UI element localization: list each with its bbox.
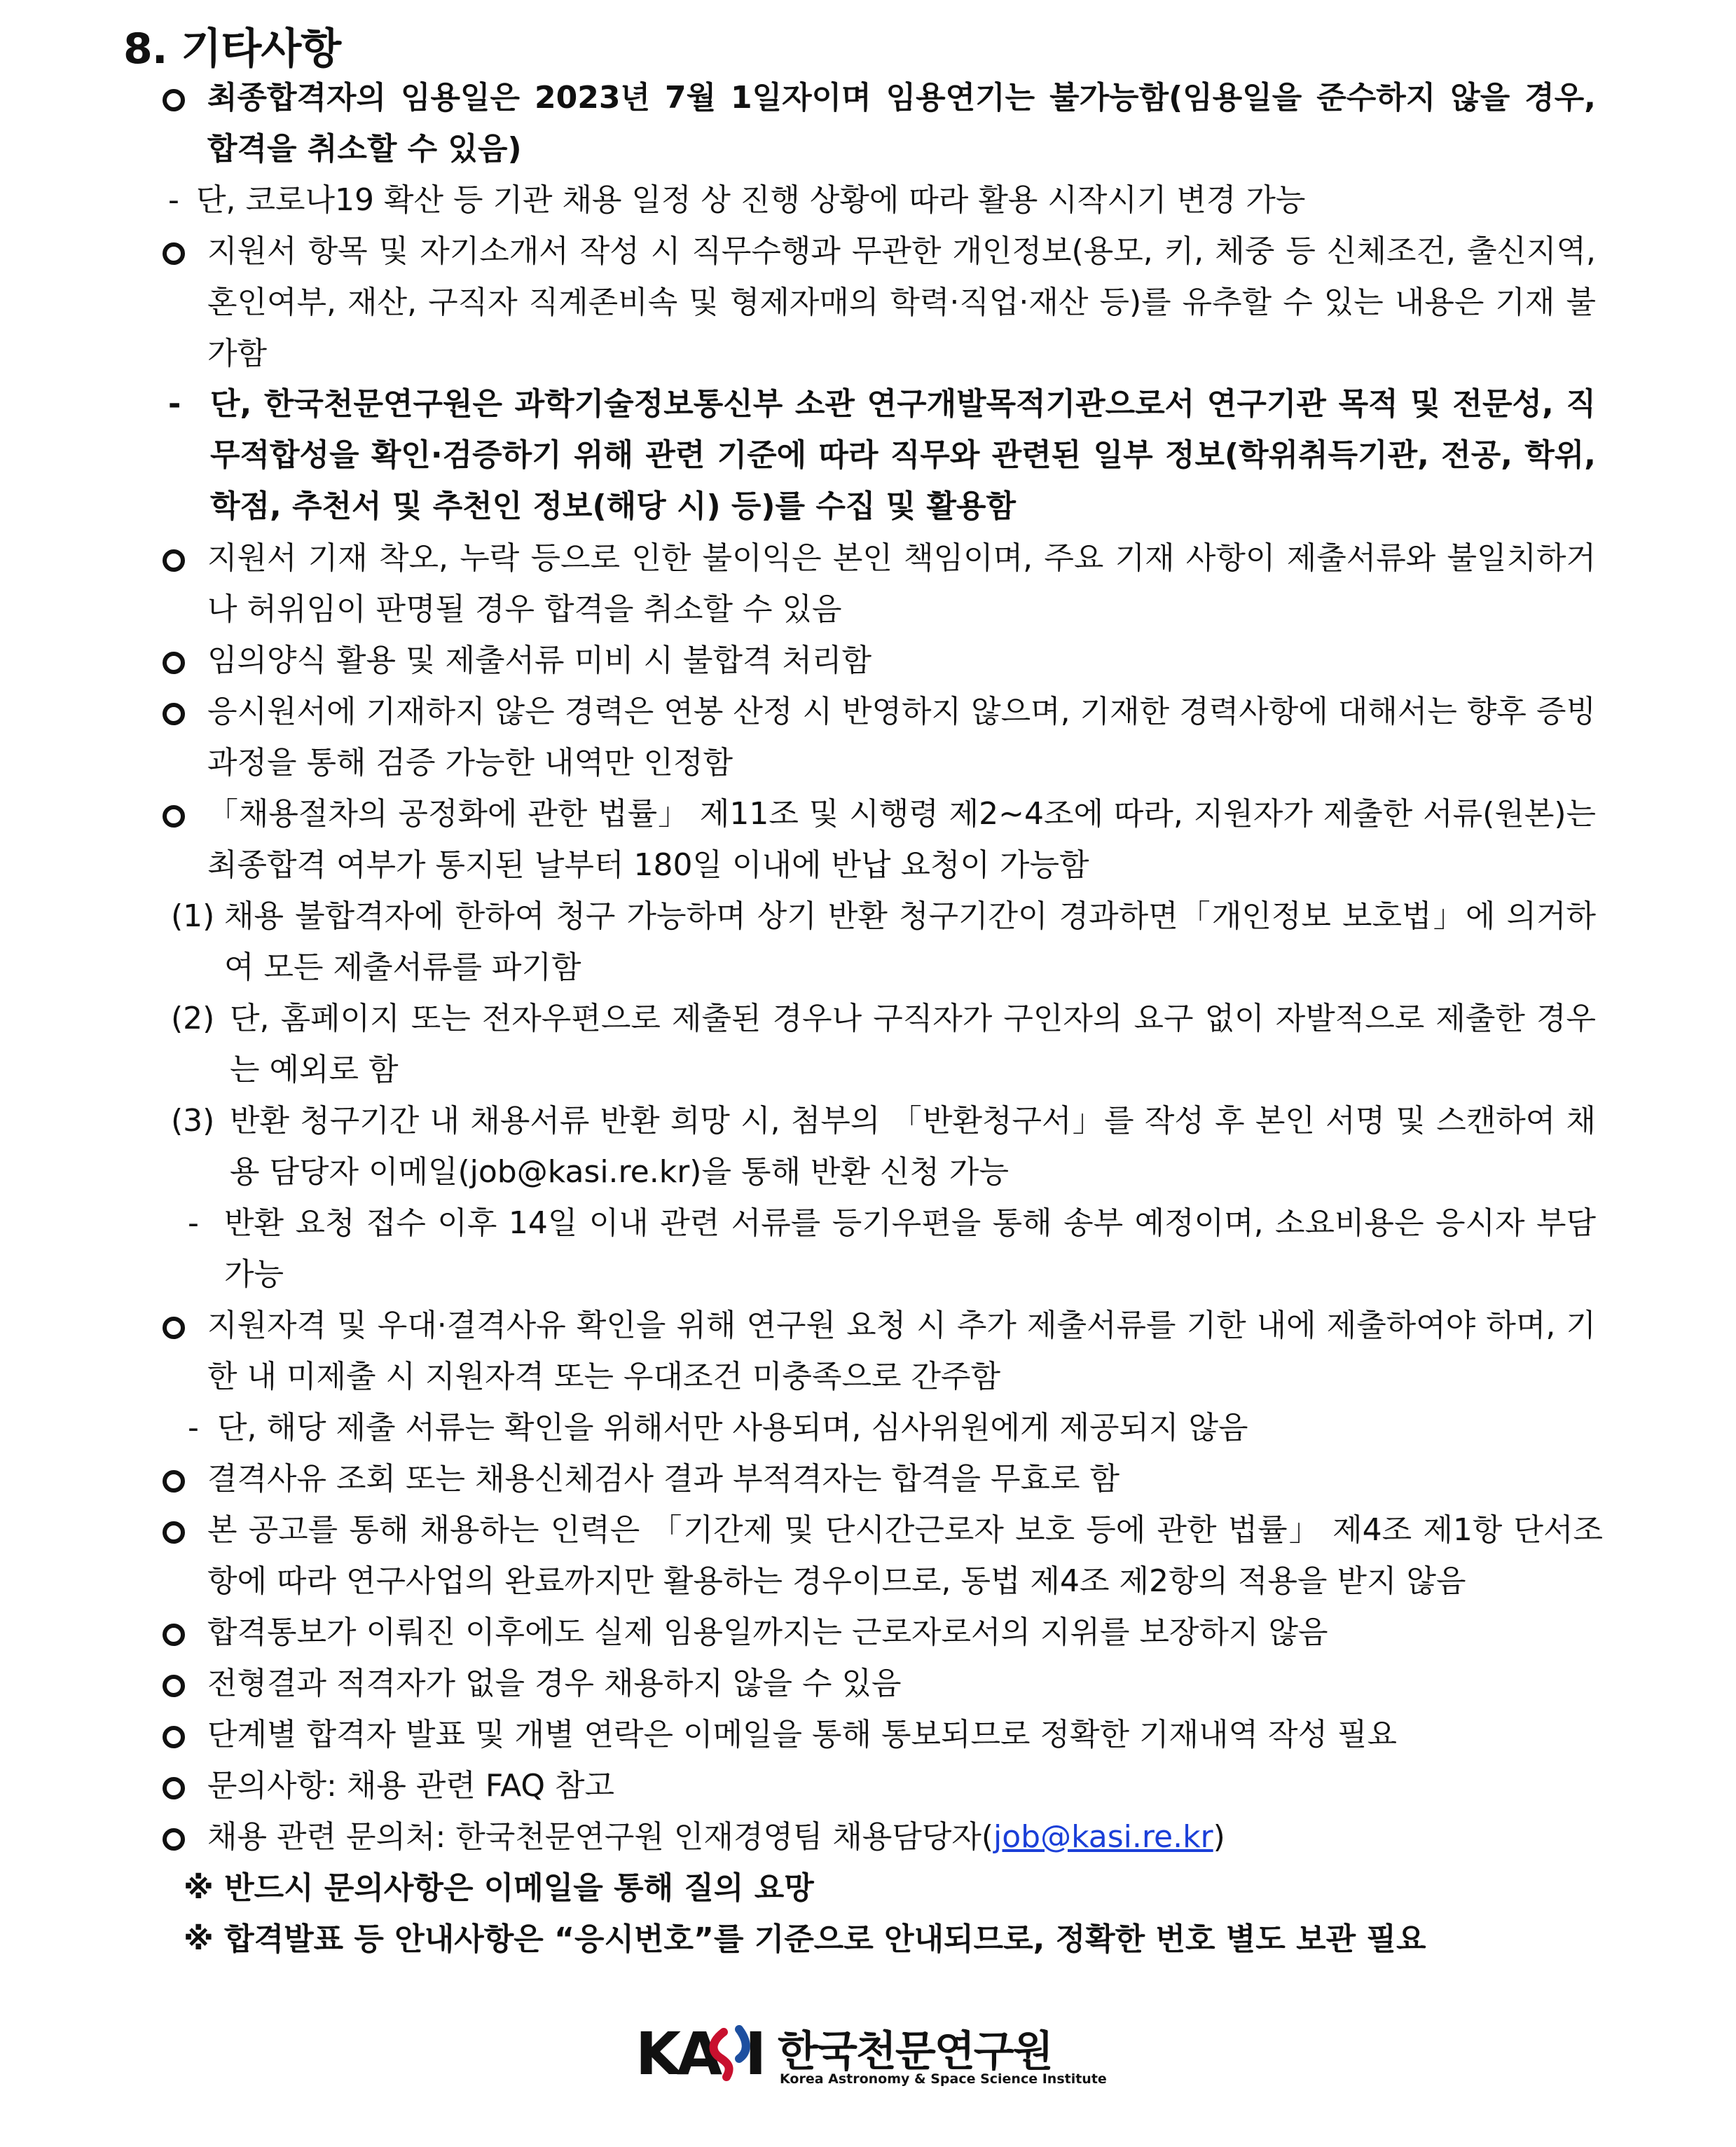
- bullet-circle-icon: [163, 549, 185, 572]
- item-text: [207, 1811, 1596, 1863]
- list-item: [163, 72, 1596, 174]
- list-item: [163, 635, 1596, 686]
- bullet-circle-icon: [163, 1521, 185, 1544]
- item-text: 단, 해당 제출 서류는 확인을 위해서만 사용되며, 심사위원에게 제공되지 않음: [217, 1410, 1248, 1446]
- item-marker: -: [188, 1410, 199, 1446]
- contact-email-link[interactable]: job@kasi.re.kr: [993, 1819, 1213, 1855]
- item-text: 임의양식 활용 및 제출서류 미비 시 불합격 처리함: [207, 643, 872, 678]
- item-text: 결격사유 조회 또는 채용신체검사 결과 부적격자는 합격을 무효로 함: [207, 1461, 1120, 1497]
- section-title: 8. 기타사항: [123, 25, 341, 74]
- item-text: 지원서 항목 및 자기소개서 작성 시 직무수행과 무관한 개인정보(용모, 키, 체중 등 신체조건, 출신지역, 혼인여부, 재산, 구직자 직계존비속 및 형제자매의 학력·직업·재산 등)를 유추할 수 있는 내용은 기재 불가함: [207, 233, 1596, 371]
- list-item: [188, 1402, 1596, 1453]
- note-email-inquiry: ※ 반드시 문의사항은 이메일을 통해 질의 요망: [184, 1870, 814, 1906]
- item-text: 채용 불합격자에 한하여 청구 가능하며 상기 반환 청구기간이 경과하면「개인정보 보호법」에 의거하여 모든 제출서류를 파기함: [224, 898, 1596, 985]
- list-item: [163, 788, 1596, 891]
- item-text: 반환 청구기간 내 채용서류 반환 희망 시, 첨부의 「반환청구서」를 작성 후 본인 서명 및 스캔하여 채용 담당자 이메일(job@kasi.re.kr)을 통해 반환 신청 가능: [230, 1103, 1596, 1190]
- item-marker: (3): [171, 1103, 215, 1139]
- bullet-circle-icon: [163, 242, 185, 265]
- item-text: 최종합격자의 임용일은 2023년 7월 1일자이며 임용연기는 불가능함(임용일을 준수하지 않을 경우, 합격을 취소할 수 있음): [207, 80, 1596, 167]
- item-marker: -: [188, 1205, 199, 1241]
- item-text: 지원서 기재 착오, 누락 등으로 인한 불이익은 본인 책임이며, 주요 기재 사항이 제출서류와 불일치하거나 허위임이 판명될 경우 합격을 취소할 수 있음: [207, 540, 1596, 627]
- bullet-circle-icon: [163, 652, 185, 674]
- item-text: 합격통보가 이뤄진 이후에도 실제 임용일까지는 근로자로서의 지위를 보장하지 않음: [207, 1614, 1328, 1650]
- item-marker: (2): [171, 1001, 215, 1036]
- item-text-prefix: 채용 관련 문의처: 한국천문연구원 인재경영팀 채용담당자(: [207, 1819, 994, 1855]
- item-text: 단, 한국천문연구원은 과학기술정보통신부 소관 연구개발목적기관으로서 연구기관 목적 및 전문성, 직무적합성을 확인·검증하기 위해 관련 기준에 따라 직무와 관련된 일부 정보(학위취득기관, 전공, 학위, 학점, 추천서 및 추천인 정보(해당 시) 등)를 수집 및 활용함: [210, 386, 1596, 524]
- institute-english-name: Korea Astronomy & Space Science Institute: [780, 2071, 1107, 2087]
- item-text: 단, 코로나19 확산 등 기관 채용 일정 상 진행 상황에 따라 활용 시작시기 변경 가능: [196, 182, 1306, 218]
- list-item: [163, 1300, 1596, 1402]
- list-item: [171, 993, 1596, 1095]
- bullet-circle-icon: [163, 1317, 185, 1339]
- item-marker: -: [168, 182, 179, 218]
- list-item: [163, 1760, 1596, 1811]
- bullet-circle-icon: [163, 805, 185, 828]
- bullet-circle-icon: [163, 1675, 185, 1697]
- bullet-circle-icon: [163, 703, 185, 725]
- list-item: [163, 226, 1596, 379]
- item-text: 「채용절차의 공정화에 관한 법률」 제11조 및 시행령 제2~4조에 따라, 지원자가 제출한 서류(원본)는 최종합격 여부가 통지된 날부터 180일 이내에 반납 요청이 가능함: [207, 796, 1596, 883]
- list-item: [163, 1658, 1596, 1709]
- item-text: 본 공고를 통해 채용하는 인력은 「기간제 및 단시간근로자 보호 등에 관한 법률」 제4조 제1항 단서조항에 따라 연구사업의 완료까지만 활용하는 경우이므로, 동법 제4조 제2항의 적용을 받지 않음: [207, 1512, 1603, 1599]
- list-item: [163, 1453, 1596, 1504]
- item-marker: (1): [171, 898, 215, 934]
- item-text: 전형결과 적격자가 없을 경우 채용하지 않을 수 있음: [207, 1666, 902, 1701]
- institute-korean-name: 한국천문연구원: [778, 2027, 1052, 2076]
- list-item: [163, 1504, 1603, 1607]
- bullet-circle-icon: [163, 1470, 185, 1493]
- bullet-circle-icon: [163, 1726, 185, 1748]
- item-text: 반환 요청 접수 이후 14일 이내 관련 서류를 등기우편을 통해 송부 예정이며, 소요비용은 응시자 부담 가능: [224, 1205, 1596, 1292]
- item-text: 단계별 합격자 발표 및 개별 연락은 이메일을 통해 통보되므로 정확한 기재내역 작성 필요: [207, 1717, 1397, 1752]
- kasi-logo-text-left: KA: [635, 2019, 719, 2088]
- list-item: [163, 1709, 1596, 1760]
- list-item: [171, 1095, 1596, 1198]
- bullet-circle-icon: [163, 1624, 185, 1646]
- item-text: 단, 홈페이지 또는 전자우편으로 제출된 경우나 구직자가 구인자의 요구 없이 자발적으로 제출한 경우는 예외로 함: [230, 1001, 1596, 1088]
- list-item: [171, 891, 1596, 993]
- list-item: [168, 378, 1596, 532]
- note-applicant-number: ※ 합격발표 등 안내사항은 “응시번호”를 기준으로 안내되므로, 정확한 번호 별도 보관 필요: [184, 1921, 1426, 1957]
- item-marker: -: [168, 386, 181, 422]
- item-text: 응시원서에 기재하지 않은 경력은 연봉 산정 시 반영하지 않으며, 기재한 경력사항에 대해서는 향후 증빙 과정을 통해 검증 가능한 내역만 인정함: [207, 694, 1596, 781]
- kasi-logo-mark: [634, 2017, 774, 2101]
- kasi-logo-text-right: I: [745, 2019, 767, 2088]
- list-item: [163, 686, 1596, 788]
- item-text: 문의사항: 채용 관련 FAQ 참고: [207, 1768, 615, 1804]
- list-item: [163, 1811, 1596, 1863]
- bullet-circle-icon: [163, 89, 185, 111]
- list-item: [163, 1607, 1596, 1658]
- list-item: [163, 533, 1596, 635]
- list-item: [188, 1198, 1596, 1300]
- bullet-circle-icon: [163, 1828, 185, 1851]
- item-text: 지원자격 및 우대·결격사유 확인을 위해 연구원 요청 시 추가 제출서류를 기한 내에 제출하여야 하며, 기한 내 미제출 시 지원자격 또는 우대조건 미충족으로 간주함: [207, 1308, 1596, 1394]
- bullet-circle-icon: [163, 1777, 185, 1799]
- list-item: [168, 174, 1596, 226]
- item-text-suffix: ): [1213, 1819, 1225, 1855]
